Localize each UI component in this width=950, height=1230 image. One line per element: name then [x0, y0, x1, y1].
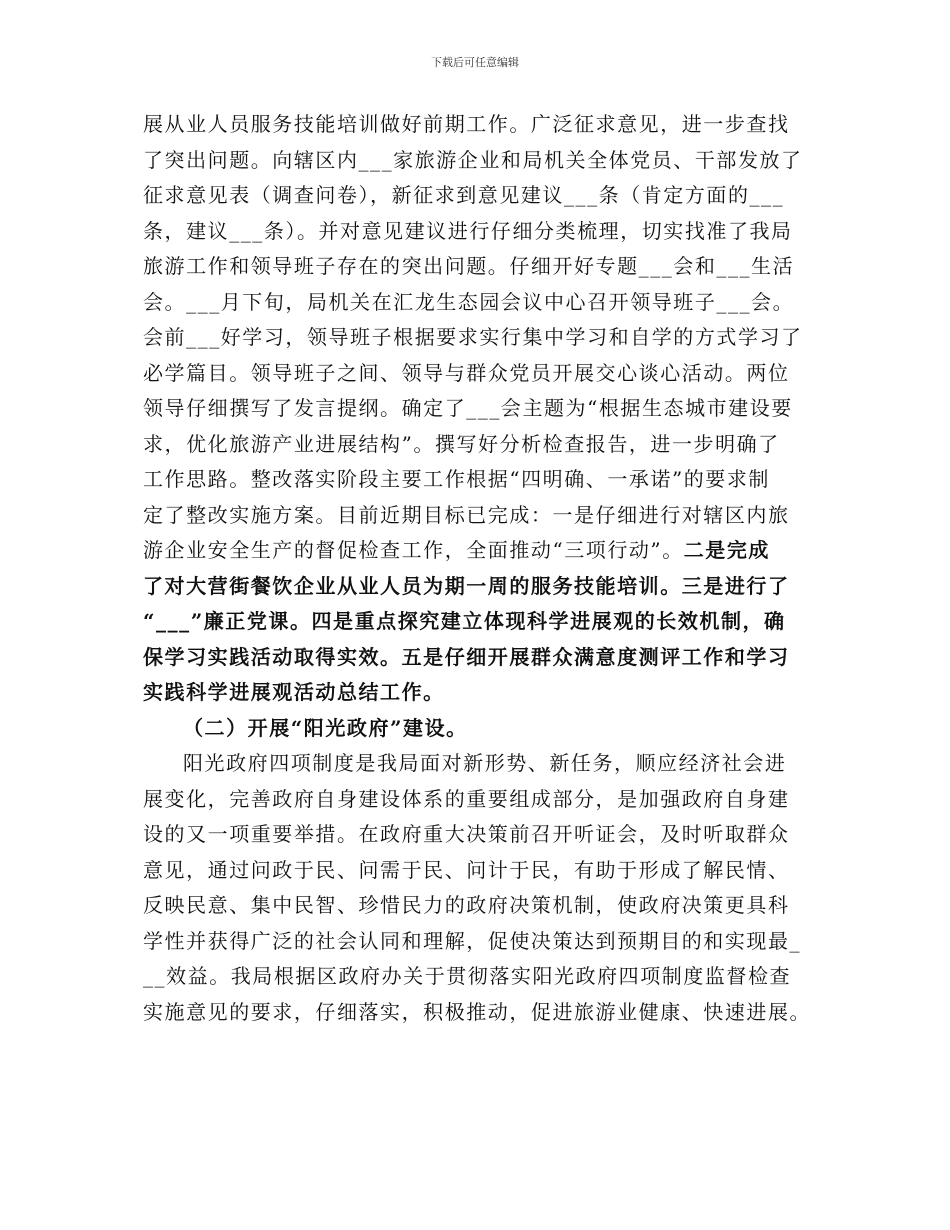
bold-text-line: 了对大营街餐饮企业从业人员为期一周的服务技能培训。三是进行了	[143, 573, 790, 598]
text-line-mixed	[143, 533, 810, 569]
text-line: 会前___好学习，领导班子根据要求实行集中学习和自学的方式学习了	[143, 325, 803, 349]
text-line: 了突出问题。向辖区内___家旅游企业和局机关全体党员、干部发放了	[143, 147, 803, 172]
section-heading: （二）开展“阳光政府”建设。	[183, 715, 468, 740]
text-normal-segment: 游企业安全生产的督促检查工作，全面推动“三项行动”。	[143, 538, 684, 562]
text-line: 领导仔细撰写了发言提纲。确定了___会主题为“根据生态城市建设要	[143, 396, 793, 420]
text-line: 反映民意、集中民智、珍惜民力的政府决策机制，使政府决策更具科	[143, 893, 790, 917]
text-line: 工作思路。整改落实阶段主要工作根据“四明确、一承诺”的要求制	[143, 467, 770, 491]
text-line: 展从业人员服务技能培训做好前期工作。广泛征求意见，进一步查找	[143, 112, 790, 136]
page-header: 下载后可任意编辑	[431, 56, 519, 69]
text-line: 征求意见表（调查问卷），新征求到意见建议___条（肯定方面的___	[143, 183, 785, 207]
text-line: 设的又一项重要举措。在政府重大决策前召开听证会，及时听取群众	[143, 822, 790, 846]
paragraph-first-line: 阳光政府四项制度是我局面对新形势、新任务，顺应经济社会进	[183, 751, 787, 775]
text-line: 意见，通过问政于民、问需于民、问计于民，有助于形成了解民情、	[143, 857, 790, 882]
text-line: 学性并获得广泛的社会认同和理解，促使决策达到预期目的和实现最_	[143, 928, 802, 953]
text-line: 求，优化旅游产业进展结构”。撰写好分析检查报告，进一步明确了	[143, 431, 780, 456]
bold-text-line: “___”廉正党课。四是重点探究建立体现科学进展观的长效机制，确	[143, 609, 786, 633]
text-line: 定了整改实施方案。目前近期目标已完成：一是仔细进行对辖区内旅	[143, 502, 790, 527]
text-line: 实施意见的要求，仔细落实，积极推动，促进旅游业健康、快速进展。	[143, 999, 812, 1024]
text-line: 旅游工作和领导班子存在的突出问题。仔细开好专题___会和___生活	[143, 254, 795, 278]
text-line: 展变化，完善政府自身建设体系的重要组成部分，是加强政府自身建	[143, 786, 790, 811]
bold-text-line: 保学习实践活动取得实效。五是仔细开展群众满意度测评工作和学习	[143, 644, 790, 669]
text-line: 会。___月下旬，局机关在汇龙生态园会议中心召开领导班子___会。	[143, 289, 795, 314]
text-line: 条，建议___条）。并对意见建议进行仔细分类梳理，切实找准了我局	[143, 218, 793, 243]
document-body	[143, 107, 810, 1030]
text-line: __效益。我局根据区政府办关于贯彻落实阳光政府四项制度监督检查	[143, 964, 792, 988]
text-line: 必学篇目。领导班子之间、领导与群众党员开展交心谈心活动。两位	[143, 360, 790, 385]
text-bold-segment: 二是完成	[683, 538, 770, 562]
bold-text-line: 实践科学进展观活动总结工作。	[143, 680, 445, 704]
